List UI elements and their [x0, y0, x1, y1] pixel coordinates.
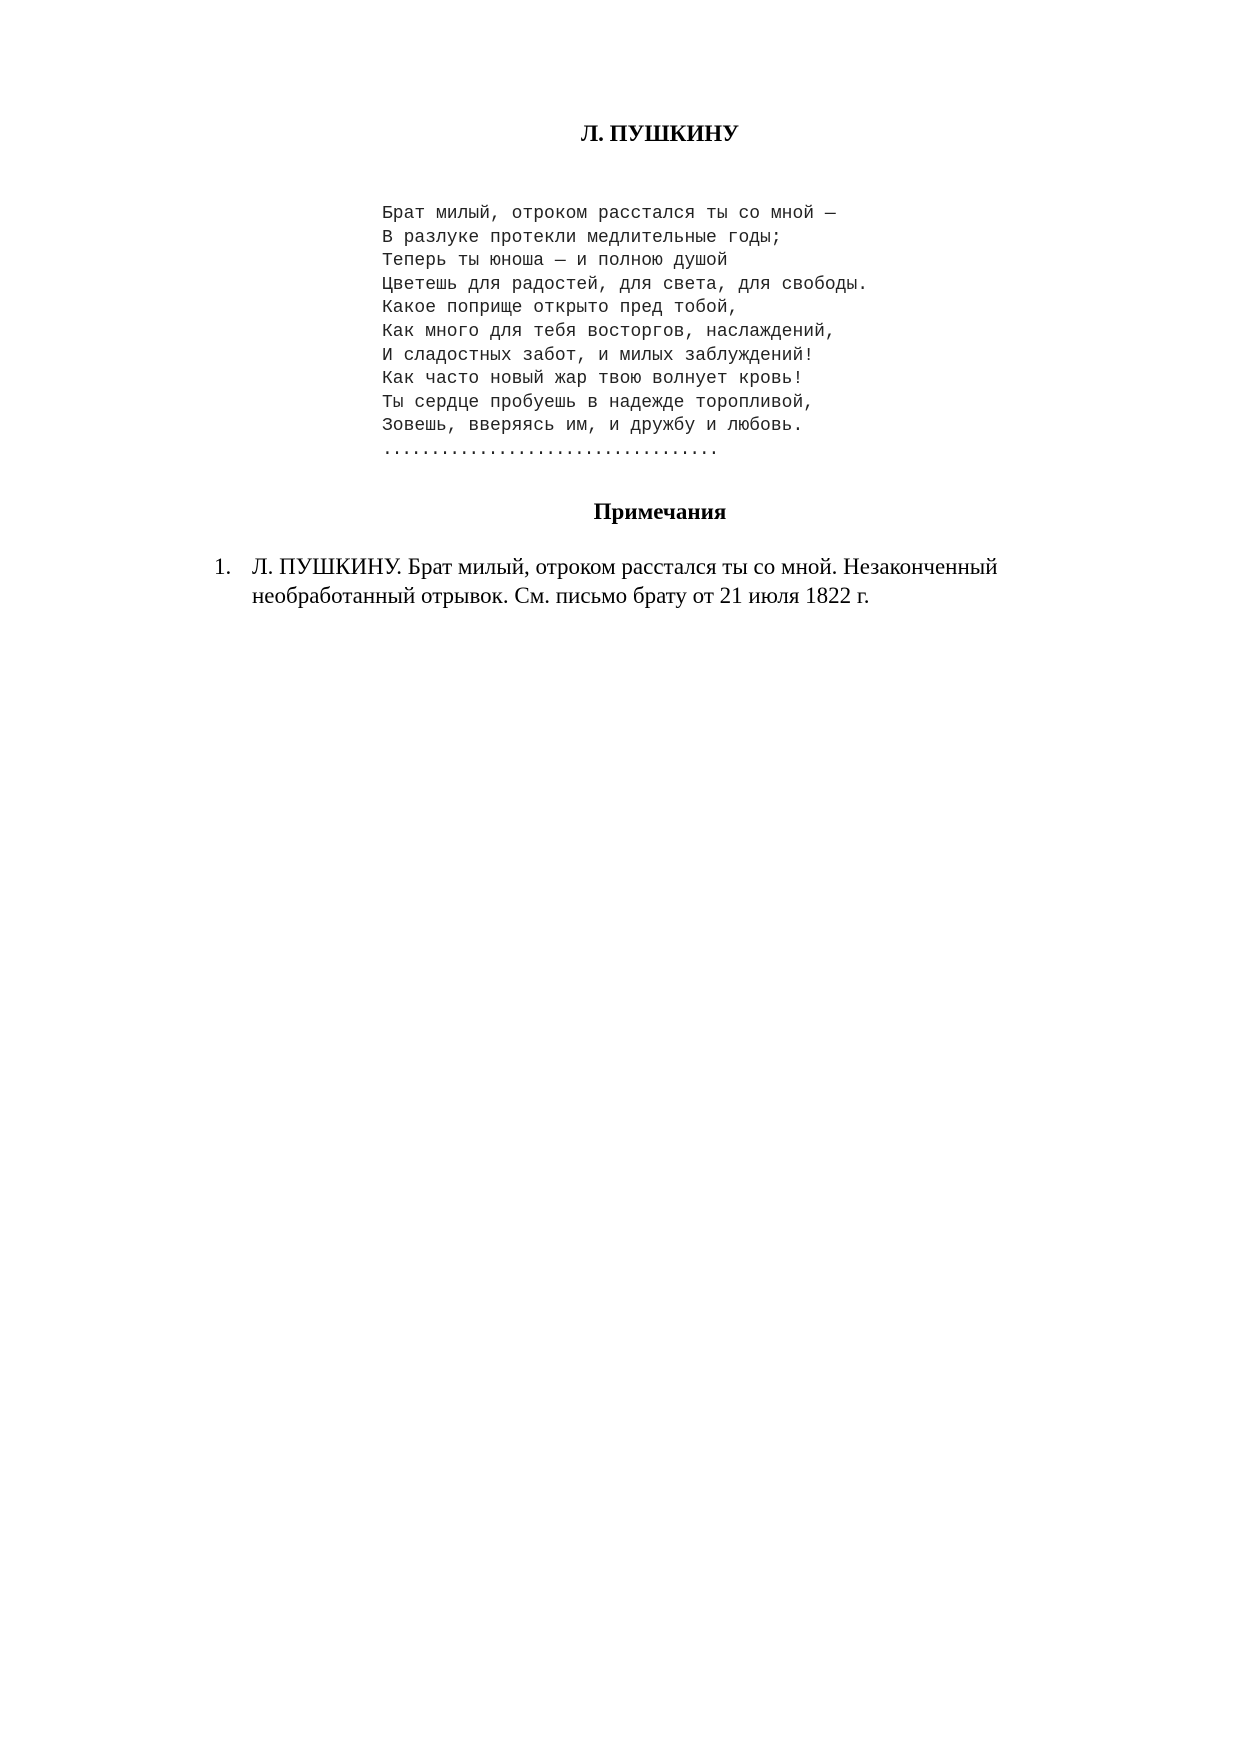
- poem-line: Цветешь для радостей, для света, для свободы.: [382, 274, 869, 295]
- poem-line: И сладостных забот, и милых заблуждений!: [382, 345, 815, 366]
- poem-line: В разлуке протекли медлительные годы;: [382, 227, 782, 248]
- poem-line: Какое поприще открыто пред тобой,: [382, 298, 739, 319]
- notes-heading: Примечания: [593, 499, 727, 524]
- notes-list: [214, 552, 1094, 610]
- poem-line: Как много для тебя восторгов, наслаждений,: [382, 321, 836, 342]
- note-text: Л. ПУШКИНУ. Брат милый, отроком расстался ты со мной. Незаконченный необработанный отрывок. См. письмо брату от 21 июля 1822 г.: [252, 554, 998, 608]
- poem-line: Как часто новый жар твою волнует кровь!: [382, 369, 804, 390]
- poem-line: Брат милый, отроком расстался ты со мной —: [382, 204, 836, 224]
- poem-line: Ты сердце пробуешь в надежде торопливой,: [382, 392, 815, 413]
- poem-body: [382, 203, 868, 463]
- note-item: [214, 552, 1094, 610]
- poem-title: Л. ПУШКИНУ: [580, 121, 739, 146]
- note-number: 1.: [214, 554, 232, 579]
- poem-ellipsis-line: ...................................: [382, 439, 719, 460]
- poem-line: Теперь ты юноша — и полною душой: [382, 251, 728, 272]
- poem-line: Зовешь, вверяясь им, и дружбу и любовь.: [382, 416, 804, 437]
